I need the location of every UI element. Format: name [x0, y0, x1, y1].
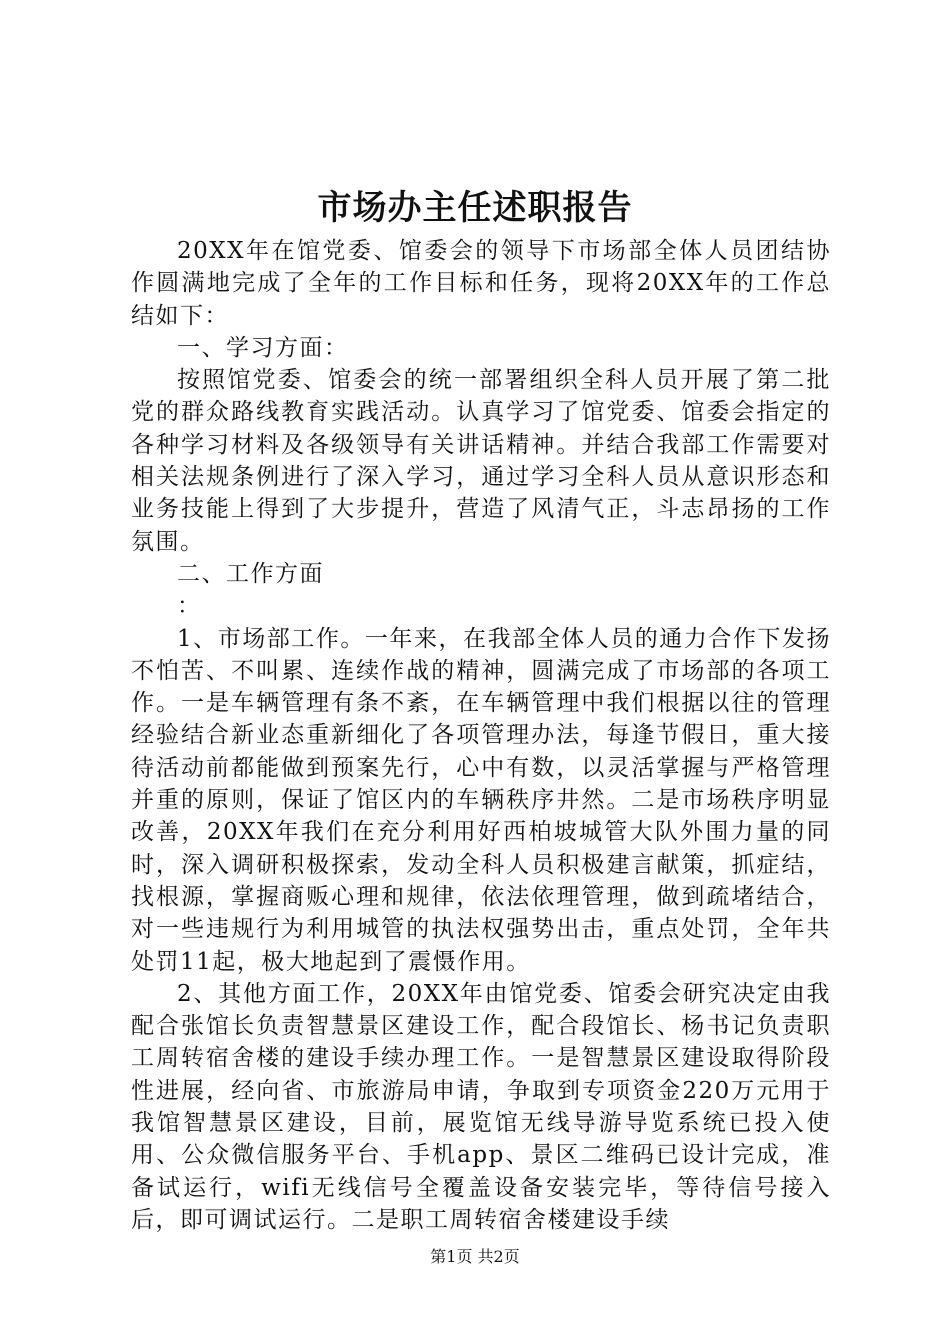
heading-study: 一、学习方面：	[177, 334, 349, 361]
paragraph-intro: 20XX年在馆党委、馆委会的领导下市场部全体人员团结协作圆满地完成了全年的工作目标和任务，现将20XX年的工作总结如下：	[131, 238, 831, 329]
paragraph-market-work: 1、市场部工作。一年来，在我部全体人员的通力合作下发扬不怕苦、不叫累、连续作战的精神，圆满完成了市场部的各项工作。一是车辆管理有条不紊，在车辆管理中我们根据以往的管理经验结合新业态重新细化了各项管理办法，每逢节假日，重大接待活动前都能做到预案先行，心中有数，以灵活掌握与严格管理并重的原则，保证了馆区内的车辆秩序井然。二是市场秩序明显改善，20XX年我们在充分利用好西柏坡城管大队外围力量的同时，深入调研积极探索，发动全科人员积极建言献策，抓症结，找根源，掌握商贩心理和规律，依法依理管理，做到疏堵结合，对一些违规行为利用城管的执法权强势出击，重点处罚，全年共处罚11起，极大地起到了震慑作用。	[131, 625, 831, 975]
page-footer: 第1页 共2页	[430, 1247, 520, 1266]
document-body	[131, 235, 831, 1236]
document-title: 市场办主任述职报告	[317, 188, 633, 228]
paragraph-study: 按照馆党委、馆委会的统一部署组织全科人员开展了第二批党的群众路线教育实践活动。认真学习了馆党委、馆委会指定的各种学习材料及各级领导有关讲话精神。并结合我部工作需要对相关法规条例进行了深入学习，通过学习全科人员从意识形态和业务技能上得到了大步提升，营造了风清气正，斗志昂扬的工作氛围。	[131, 367, 831, 555]
paragraph-other-work: 2、其他方面工作，20XX年由馆党委、馆委会研究决定由我配合张馆长负责智慧景区建设工作，配合段馆长、杨书记负责职工周转宿舍楼的建设手续办理工作。一是智慧景区建设取得阶段性进展，经向省、市旅游局申请，争取到专项资金220万元用于我馆智慧景区建设，目前，展览馆无线导游导览系统已投入使用、公众微信服务平台、手机app、景区二维码已设计完成，准备试运行，wifi无线信号全覆盖设备安装完毕，等待信号接入后，即可调试运行。二是职工周转宿舍楼建设手续	[131, 980, 831, 1233]
heading-work: 二、工作方面	[177, 560, 324, 587]
heading-work-colon: ：	[177, 593, 202, 620]
